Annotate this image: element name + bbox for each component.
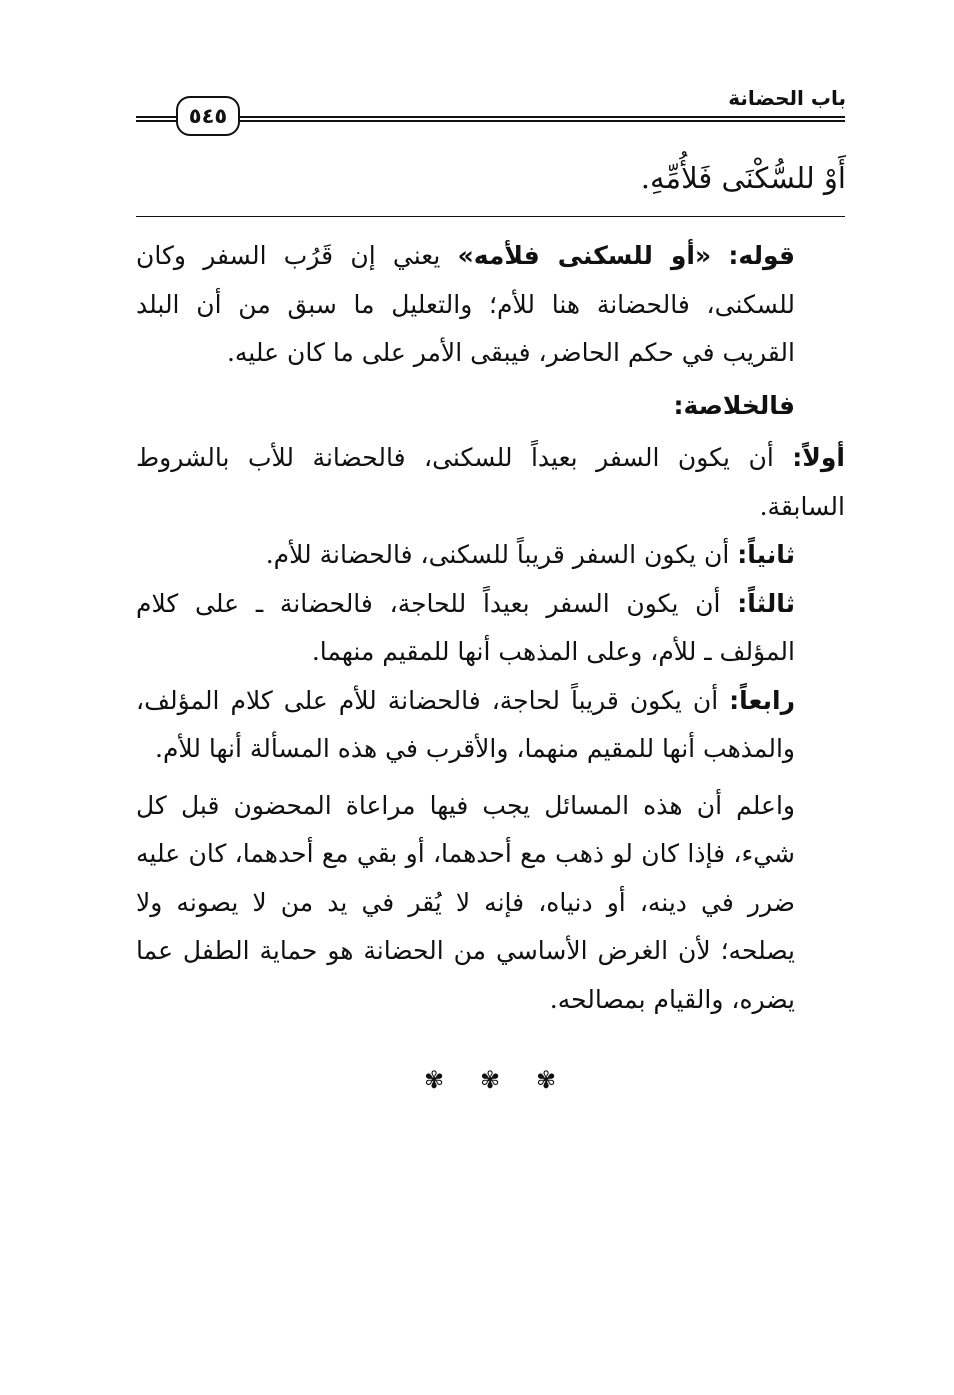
commentary-paragraph	[136, 232, 845, 378]
section-end-ornaments	[420, 1066, 560, 1094]
summary-item-1	[136, 434, 845, 531]
summary-item-label: رابعاً:	[729, 685, 795, 715]
header-rule-left	[136, 116, 176, 122]
summary-item-text: أن يكون السفر قريباً للسكنى، فالحضانة للأم.	[265, 540, 738, 569]
summary-item-text: أن يكون قريباً لحاجة، فالحضانة للأم على كلام المؤلف، والمذهب أنها للمقيم منهما، والأقرب في هذه المسألة أنها للأم.	[136, 685, 795, 763]
summary-item-2	[136, 531, 845, 580]
commentary-label: قوله:	[728, 241, 795, 270]
summary-item-label: ثانياً:	[737, 540, 795, 569]
section-title: باب الحضانة	[728, 86, 846, 110]
summary-item-3	[136, 580, 845, 677]
commentary-quote: «أو للسكنى فلأمه»	[457, 241, 712, 270]
summary-item-label: أولاً:	[792, 443, 845, 472]
summary-item-4	[136, 677, 845, 774]
commentary-body	[136, 232, 845, 1024]
header-rule-right	[240, 116, 845, 122]
flower-ornament-icon: ✾	[423, 1066, 445, 1094]
matn-text: أَوْ للسُّكْنَى فَلأُمِّهِ.	[640, 161, 846, 195]
matn-divider	[136, 216, 845, 217]
summary-item-text: أن يكون السفر بعيداً للسكنى، فالحضانة للأب بالشروط السابقة.	[136, 443, 845, 521]
closing-paragraph: واعلم أن هذه المسائل يجب فيها مراعاة المحضون قبل كل شيء، فإذا كان لو ذهب مع أحدهما، أو بقي مع أحدهما، كان عليه ضرر في دينه، أو دنياه، فإنه لا يُقر في يد من لا يصونه ولا يصلحه؛ لأن الغرض الأساسي من الحضانة هو حماية الطفل عما يضره، والقيام بمصالحه.	[136, 790, 795, 1014]
page-number-badge: ٥٤٥	[176, 96, 240, 136]
summary-heading: فالخلاصة:	[673, 390, 795, 420]
flower-ornament-icon: ✾	[479, 1066, 501, 1094]
summary-item-text: أن يكون السفر بعيداً للحاجة، فالحضانة ـ على كلام المؤلف ـ للأم، وعلى المذهب أنها للمقيم منهما.	[136, 588, 795, 666]
summary-item-label: ثالثاً:	[737, 588, 795, 618]
commentary-text: يعني إن قَرُب السفر وكان للسكنى، فالحضانة هنا للأم؛ والتعليل ما سبق من أن البلد القريب في حكم الحاضر، فيبقى الأمر على ما كان عليه.	[136, 241, 795, 367]
flower-ornament-icon: ✾	[535, 1066, 557, 1094]
